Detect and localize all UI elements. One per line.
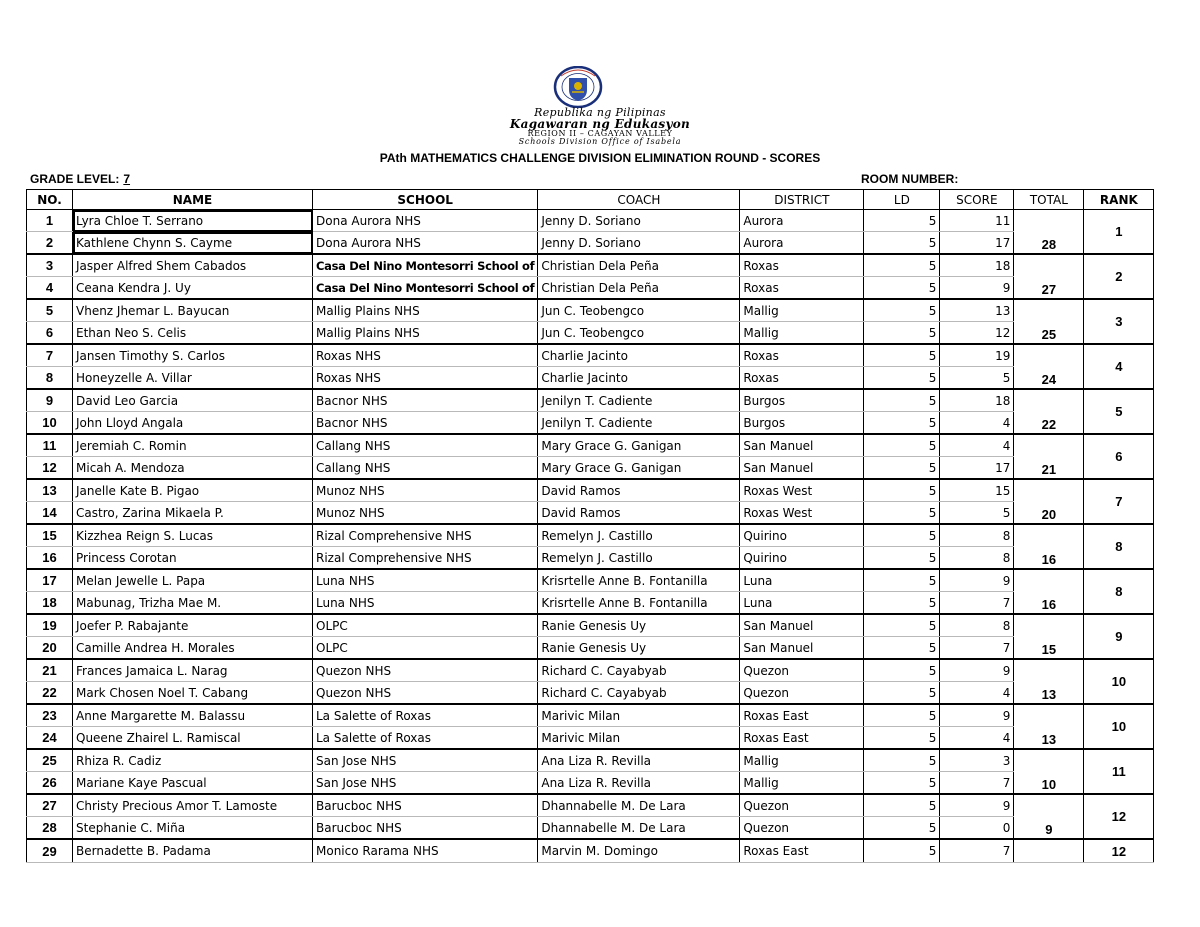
cell-district[interactable]: Burgos	[740, 389, 864, 412]
cell-school[interactable]: Roxas NHS	[313, 344, 538, 367]
cell-school[interactable]: Rizal Comprehensive NHS	[313, 524, 538, 547]
table-row	[27, 367, 1154, 390]
cell-school[interactable]: Munoz NHS	[313, 502, 538, 525]
cell-no[interactable]: 6	[27, 322, 73, 345]
cell-school[interactable]: Mallig Plains NHS	[313, 299, 538, 322]
cell-district[interactable]: Roxas West	[740, 502, 864, 525]
cell-school[interactable]: Munoz NHS	[313, 479, 538, 502]
cell-school[interactable]: Casa Del Nino Montesorri School of	[313, 277, 538, 300]
cell-name[interactable]: Bernadette B. Padama	[73, 839, 313, 863]
cell-coach[interactable]: Richard C. Cayabyab	[538, 659, 740, 682]
table-row	[27, 614, 1154, 637]
cell-no[interactable]: 27	[27, 794, 73, 817]
cell-no[interactable]: 8	[27, 367, 73, 390]
cell-coach[interactable]: Jenny D. Soriano	[538, 232, 740, 255]
cell-name[interactable]: Ceana Kendra J. Uy	[73, 277, 313, 300]
cell-coach[interactable]: Charlie Jacinto	[538, 367, 740, 390]
cell-ld[interactable]: 5	[864, 772, 940, 795]
cell-school[interactable]: OLPC	[313, 637, 538, 660]
cell-no[interactable]: 14	[27, 502, 73, 525]
table-row	[27, 344, 1154, 367]
cell-rank[interactable]: 11	[1084, 749, 1154, 794]
cell-score[interactable]: 7	[940, 839, 1014, 863]
table-row	[27, 637, 1154, 660]
table-row	[27, 547, 1154, 570]
cell-coach[interactable]: Ranie Genesis Uy	[538, 637, 740, 660]
cell-district[interactable]: Roxas East	[740, 704, 864, 727]
cell-ld[interactable]: 5	[864, 839, 940, 863]
cell-ld[interactable]: 5	[864, 817, 940, 840]
cell-ld[interactable]: 5	[864, 749, 940, 772]
cell-score[interactable]: 7	[940, 637, 1014, 660]
cell-no[interactable]: 21	[27, 659, 73, 682]
cell-rank[interactable]: 8	[1084, 524, 1154, 569]
table-row	[27, 704, 1154, 727]
table-row	[27, 210, 1154, 232]
cell-ld[interactable]: 5	[864, 412, 940, 435]
cell-no[interactable]: 17	[27, 569, 73, 592]
cell-coach[interactable]: Mary Grace G. Ganigan	[538, 434, 740, 457]
cell-district[interactable]: Roxas East	[740, 839, 864, 863]
cell-coach[interactable]: Charlie Jacinto	[538, 344, 740, 367]
cell-name[interactable]: John Lloyd Angala	[73, 412, 313, 435]
cell-district[interactable]: Luna	[740, 592, 864, 615]
col-header-score[interactable]: SCORE	[940, 190, 1014, 210]
cell-district[interactable]: Aurora	[740, 232, 864, 255]
cell-coach[interactable]: Jun C. Teobengco	[538, 322, 740, 345]
cell-school[interactable]: Casa Del Nino Montesorri School of	[313, 254, 538, 277]
cell-name[interactable]: Melan Jewelle L. Papa	[73, 569, 313, 592]
cell-coach[interactable]: Christian Dela Peña	[538, 254, 740, 277]
cell-district[interactable]: Mallig	[740, 299, 864, 322]
cell-no[interactable]: 15	[27, 524, 73, 547]
cell-no[interactable]: 1	[27, 210, 73, 232]
cell-district[interactable]: Roxas	[740, 344, 864, 367]
cell-no[interactable]: 20	[27, 637, 73, 660]
cell-district[interactable]: San Manuel	[740, 434, 864, 457]
cell-score[interactable]: 7	[940, 772, 1014, 795]
table-row	[27, 524, 1154, 547]
cell-school[interactable]: Dona Aurora NHS	[313, 232, 538, 255]
cell-ld[interactable]: 5	[864, 682, 940, 705]
cell-coach[interactable]: Mary Grace G. Ganigan	[538, 457, 740, 480]
cell-ld[interactable]: 5	[864, 277, 940, 300]
cell-score[interactable]: 9	[940, 794, 1014, 817]
cell-coach[interactable]: Krisrtelle Anne B. Fontanilla	[538, 592, 740, 615]
cell-coach[interactable]: Ana Liza R. Revilla	[538, 749, 740, 772]
cell-no[interactable]: 5	[27, 299, 73, 322]
cell-district[interactable]: San Manuel	[740, 614, 864, 637]
cell-coach[interactable]: Marvin M. Domingo	[538, 839, 740, 863]
cell-total[interactable]: 15	[1014, 614, 1084, 659]
cell-rank[interactable]: 10	[1084, 704, 1154, 749]
cell-total[interactable]: 13	[1014, 659, 1084, 704]
cell-name[interactable]: Joefer P. Rabajante	[73, 614, 313, 637]
cell-name[interactable]: Honeyzelle A. Villar	[73, 367, 313, 390]
cell-total[interactable]: 9	[1014, 794, 1084, 839]
cell-name[interactable]: David Leo Garcia	[73, 389, 313, 412]
cell-ld[interactable]: 5	[864, 434, 940, 457]
cell-district[interactable]: Roxas West	[740, 479, 864, 502]
cell-district[interactable]: San Manuel	[740, 637, 864, 660]
scores-table	[26, 189, 1154, 863]
cell-name[interactable]: Stephanie C. Miña	[73, 817, 313, 840]
header-row	[27, 190, 1154, 210]
cell-district[interactable]: Quirino	[740, 524, 864, 547]
table-row	[27, 277, 1154, 300]
cell-district[interactable]: Roxas	[740, 277, 864, 300]
cell-score[interactable]: 8	[940, 547, 1014, 570]
cell-name[interactable]: Mariane Kaye Pascual	[73, 772, 313, 795]
cell-name[interactable]: Christy Precious Amor T. Lamoste	[73, 794, 313, 817]
cell-rank[interactable]: 9	[1084, 614, 1154, 659]
cell-ld[interactable]: 5	[864, 727, 940, 750]
col-header-no[interactable]: NO.	[27, 190, 73, 210]
table-row	[27, 434, 1154, 457]
table-row	[27, 794, 1154, 817]
cell-rank[interactable]: 12	[1084, 839, 1154, 863]
cell-school[interactable]: Mallig Plains NHS	[313, 322, 538, 345]
table-row	[27, 457, 1154, 480]
cell-rank[interactable]: 7	[1084, 479, 1154, 524]
table-row	[27, 749, 1154, 772]
cell-total[interactable]: 13	[1014, 704, 1084, 749]
cell-no[interactable]: 22	[27, 682, 73, 705]
cell-coach[interactable]: Christian Dela Peña	[538, 277, 740, 300]
room-number-label: ROOM NUMBER:	[861, 172, 959, 186]
table-row	[27, 839, 1154, 863]
cell-ld[interactable]: 5	[864, 614, 940, 637]
cell-district[interactable]: Luna	[740, 569, 864, 592]
cell-total[interactable]: 10	[1014, 749, 1084, 794]
cell-name[interactable]: Mark Chosen Noel T. Cabang	[73, 682, 313, 705]
cell-school[interactable]: La Salette of Roxas	[313, 727, 538, 750]
cell-rank[interactable]: 3	[1084, 299, 1154, 344]
cell-ld[interactable]: 5	[864, 389, 940, 412]
cell-total[interactable]: 21	[1014, 434, 1084, 479]
cell-name[interactable]: Anne Margarette M. Balassu	[73, 704, 313, 727]
cell-no[interactable]: 10	[27, 412, 73, 435]
table-row	[27, 479, 1154, 502]
cell-coach[interactable]: Ranie Genesis Uy	[538, 614, 740, 637]
cell-name[interactable]: Castro, Zarina Mikaela P.	[73, 502, 313, 525]
cell-name[interactable]: Lyra Chloe T. Serrano	[73, 210, 313, 232]
col-header-rank[interactable]: RANK	[1084, 190, 1154, 210]
table-row	[27, 254, 1154, 277]
col-header-total[interactable]: TOTAL	[1014, 190, 1084, 210]
cell-district[interactable]: Mallig	[740, 749, 864, 772]
cell-score[interactable]: 9	[940, 704, 1014, 727]
cell-school[interactable]: Luna NHS	[313, 569, 538, 592]
cell-rank[interactable]: 8	[1084, 569, 1154, 614]
cell-coach[interactable]: Krisrtelle Anne B. Fontanilla	[538, 569, 740, 592]
cell-total[interactable]: 22	[1014, 389, 1084, 434]
cell-rank[interactable]: 10	[1084, 659, 1154, 704]
cell-ld[interactable]: 5	[864, 299, 940, 322]
cell-coach[interactable]: Marivic Milan	[538, 704, 740, 727]
cell-ld[interactable]: 5	[864, 659, 940, 682]
cell-score[interactable]: 5	[940, 502, 1014, 525]
cell-no[interactable]: 26	[27, 772, 73, 795]
col-header-school[interactable]: SCHOOL	[313, 190, 538, 210]
cell-ld[interactable]: 5	[864, 210, 940, 232]
cell-no[interactable]: 13	[27, 479, 73, 502]
cell-score[interactable]: 4	[940, 412, 1014, 435]
table-row	[27, 389, 1154, 412]
cell-school[interactable]: OLPC	[313, 614, 538, 637]
table-row	[27, 322, 1154, 345]
cell-total[interactable]: 16	[1014, 569, 1084, 614]
cell-score[interactable]: 11	[940, 210, 1014, 232]
cell-name[interactable]: Frances Jamaica L. Narag	[73, 659, 313, 682]
cell-name[interactable]: Vhenz Jhemar L. Bayucan	[73, 299, 313, 322]
cell-school[interactable]: Roxas NHS	[313, 367, 538, 390]
cell-name[interactable]: Jasper Alfred Shem Cabados	[73, 254, 313, 277]
cell-coach[interactable]: Dhannabelle M. De Lara	[538, 794, 740, 817]
col-header-ld[interactable]: LD	[864, 190, 940, 210]
cell-rank[interactable]: 2	[1084, 254, 1154, 299]
cell-district[interactable]: Quezon	[740, 659, 864, 682]
cell-no[interactable]: 12	[27, 457, 73, 480]
cell-rank[interactable]: 5	[1084, 389, 1154, 434]
cell-district[interactable]: Roxas	[740, 367, 864, 390]
cell-coach[interactable]: Jenny D. Soriano	[538, 210, 740, 232]
cell-ld[interactable]: 5	[864, 457, 940, 480]
cell-school[interactable]: San Jose NHS	[313, 772, 538, 795]
cell-no[interactable]: 19	[27, 614, 73, 637]
table-row	[27, 569, 1154, 592]
cell-score[interactable]: 18	[940, 254, 1014, 277]
cell-school[interactable]: Barucboc NHS	[313, 817, 538, 840]
cell-school[interactable]: Bacnor NHS	[313, 412, 538, 435]
cell-ld[interactable]: 5	[864, 637, 940, 660]
cell-no[interactable]: 9	[27, 389, 73, 412]
cell-no[interactable]: 25	[27, 749, 73, 772]
cell-school[interactable]: Bacnor NHS	[313, 389, 538, 412]
cell-school[interactable]: Quezon NHS	[313, 682, 538, 705]
cell-score[interactable]: 17	[940, 232, 1014, 255]
table-row	[27, 659, 1154, 682]
cell-score[interactable]: 4	[940, 682, 1014, 705]
col-header-coach[interactable]: COACH	[538, 190, 740, 210]
deped-seal-logo	[553, 66, 603, 108]
cell-total[interactable]	[1014, 839, 1084, 863]
cell-district[interactable]: Quezon	[740, 794, 864, 817]
cell-ld[interactable]: 5	[864, 704, 940, 727]
cell-coach[interactable]: Jun C. Teobengco	[538, 299, 740, 322]
cell-name[interactable]: Rhiza R. Cadiz	[73, 749, 313, 772]
cell-school[interactable]: Luna NHS	[313, 592, 538, 615]
cell-no[interactable]: 29	[27, 839, 73, 863]
cell-name[interactable]: Jansen Timothy S. Carlos	[73, 344, 313, 367]
cell-district[interactable]: Quezon	[740, 817, 864, 840]
cell-score[interactable]: 8	[940, 524, 1014, 547]
cell-name[interactable]: Jeremiah C. Romin	[73, 434, 313, 457]
cell-score[interactable]: 3	[940, 749, 1014, 772]
cell-score[interactable]: 19	[940, 344, 1014, 367]
cell-ld[interactable]: 5	[864, 344, 940, 367]
cell-school[interactable]: Rizal Comprehensive NHS	[313, 547, 538, 570]
cell-no[interactable]: 4	[27, 277, 73, 300]
cell-score[interactable]: 12	[940, 322, 1014, 345]
grade-level-value: 7	[123, 172, 131, 186]
table-row	[27, 592, 1154, 615]
cell-ld[interactable]: 5	[864, 547, 940, 570]
cell-no[interactable]: 18	[27, 592, 73, 615]
cell-school[interactable]: La Salette of Roxas	[313, 704, 538, 727]
table-row	[27, 772, 1154, 795]
cell-no[interactable]: 24	[27, 727, 73, 750]
page-title: PAth MATHEMATICS CHALLENGE DIVISION ELIMINATION ROUND - SCORES	[379, 151, 821, 165]
table-row	[27, 682, 1154, 705]
cell-no[interactable]: 23	[27, 704, 73, 727]
cell-score[interactable]: 15	[940, 479, 1014, 502]
cell-district[interactable]: Roxas	[740, 254, 864, 277]
cell-coach[interactable]: Jenilyn T. Cadiente	[538, 389, 740, 412]
cell-coach[interactable]: Dhannabelle M. De Lara	[538, 817, 740, 840]
grade-level-label: GRADE LEVEL:	[30, 172, 120, 186]
cell-total[interactable]: 24	[1014, 344, 1084, 389]
cell-school[interactable]: Quezon NHS	[313, 659, 538, 682]
cell-score[interactable]: 8	[940, 614, 1014, 637]
cell-ld[interactable]: 5	[864, 502, 940, 525]
table-row	[27, 502, 1154, 525]
cell-ld[interactable]: 5	[864, 569, 940, 592]
cell-coach[interactable]: Remelyn J. Castillo	[538, 524, 740, 547]
cell-district[interactable]: Burgos	[740, 412, 864, 435]
table-row	[27, 412, 1154, 435]
cell-ld[interactable]: 5	[864, 592, 940, 615]
department-heading: Kagawaran ng Edukasyon	[509, 117, 691, 131]
cell-school[interactable]: Callang NHS	[313, 434, 538, 457]
cell-score[interactable]: 9	[940, 659, 1014, 682]
cell-name[interactable]: Camille Andrea H. Morales	[73, 637, 313, 660]
cell-ld[interactable]: 5	[864, 367, 940, 390]
cell-name[interactable]: Kizzhea Reign S. Lucas	[73, 524, 313, 547]
cell-score[interactable]: 17	[940, 457, 1014, 480]
cell-district[interactable]: Quirino	[740, 547, 864, 570]
cell-score[interactable]: 0	[940, 817, 1014, 840]
cell-coach[interactable]: Ana Liza R. Revilla	[538, 772, 740, 795]
cell-ld[interactable]: 5	[864, 524, 940, 547]
cell-school[interactable]: Callang NHS	[313, 457, 538, 480]
cell-district[interactable]: Quezon	[740, 682, 864, 705]
table-row	[27, 727, 1154, 750]
cell-coach[interactable]: Marivic Milan	[538, 727, 740, 750]
cell-district[interactable]: Mallig	[740, 322, 864, 345]
cell-ld[interactable]: 5	[864, 794, 940, 817]
cell-score[interactable]: 13	[940, 299, 1014, 322]
grade-level	[30, 172, 130, 186]
cell-total[interactable]: 28	[1014, 210, 1084, 255]
cell-name[interactable]: Mabunag, Trizha Mae M.	[73, 592, 313, 615]
table-body	[27, 210, 1154, 863]
cell-school[interactable]: Barucboc NHS	[313, 794, 538, 817]
table-row	[27, 817, 1154, 840]
cell-no[interactable]: 3	[27, 254, 73, 277]
cell-school[interactable]: Monico Rarama NHS	[313, 839, 538, 863]
cell-district[interactable]: San Manuel	[740, 457, 864, 480]
cell-coach[interactable]: Jenilyn T. Cadiente	[538, 412, 740, 435]
cell-ld[interactable]: 5	[864, 232, 940, 255]
cell-no[interactable]: 11	[27, 434, 73, 457]
cell-rank[interactable]: 4	[1084, 344, 1154, 389]
table-row	[27, 299, 1154, 322]
cell-name[interactable]: Ethan Neo S. Celis	[73, 322, 313, 345]
cell-district[interactable]: Mallig	[740, 772, 864, 795]
cell-rank[interactable]: 6	[1084, 434, 1154, 479]
cell-district[interactable]: Aurora	[740, 210, 864, 232]
cell-name[interactable]: Micah A. Mendoza	[73, 457, 313, 480]
division-heading: Schools Division Office of Isabela	[518, 137, 682, 146]
cell-coach[interactable]: Remelyn J. Castillo	[538, 547, 740, 570]
cell-coach[interactable]: Richard C. Cayabyab	[538, 682, 740, 705]
cell-school[interactable]: Dona Aurora NHS	[313, 210, 538, 232]
cell-score[interactable]: 18	[940, 389, 1014, 412]
cell-coach[interactable]: David Ramos	[538, 502, 740, 525]
cell-ld[interactable]: 5	[864, 322, 940, 345]
cell-score[interactable]: 9	[940, 277, 1014, 300]
cell-score[interactable]: 4	[940, 727, 1014, 750]
cell-ld[interactable]: 5	[864, 479, 940, 502]
republic-heading: Republika ng Pilipinas	[534, 106, 666, 119]
col-header-district[interactable]: DISTRICT	[740, 190, 864, 210]
cell-score[interactable]: 9	[940, 569, 1014, 592]
cell-name[interactable]: Queene Zhairel L. Ramiscal	[73, 727, 313, 750]
col-header-name[interactable]: NAME	[73, 190, 313, 210]
cell-total[interactable]: 16	[1014, 524, 1084, 569]
cell-rank[interactable]: 12	[1084, 794, 1154, 839]
cell-total[interactable]: 27	[1014, 254, 1084, 299]
cell-no[interactable]: 7	[27, 344, 73, 367]
cell-rank[interactable]: 1	[1084, 210, 1154, 255]
cell-district[interactable]: Roxas East	[740, 727, 864, 750]
cell-name[interactable]: Princess Corotan	[73, 547, 313, 570]
cell-total[interactable]: 25	[1014, 299, 1084, 344]
cell-ld[interactable]: 5	[864, 254, 940, 277]
cell-no[interactable]: 16	[27, 547, 73, 570]
table-row	[27, 232, 1154, 255]
cell-name[interactable]: Kathlene Chynn S. Cayme	[73, 232, 313, 255]
cell-no[interactable]: 28	[27, 817, 73, 840]
cell-score[interactable]: 5	[940, 367, 1014, 390]
cell-coach[interactable]: David Ramos	[538, 479, 740, 502]
cell-score[interactable]: 4	[940, 434, 1014, 457]
region-heading: REGION II – CAGAYAN VALLEY	[527, 129, 673, 138]
cell-score[interactable]: 7	[940, 592, 1014, 615]
cell-school[interactable]: San Jose NHS	[313, 749, 538, 772]
cell-no[interactable]: 2	[27, 232, 73, 255]
cell-total[interactable]: 20	[1014, 479, 1084, 524]
cell-name[interactable]: Janelle Kate B. Pigao	[73, 479, 313, 502]
